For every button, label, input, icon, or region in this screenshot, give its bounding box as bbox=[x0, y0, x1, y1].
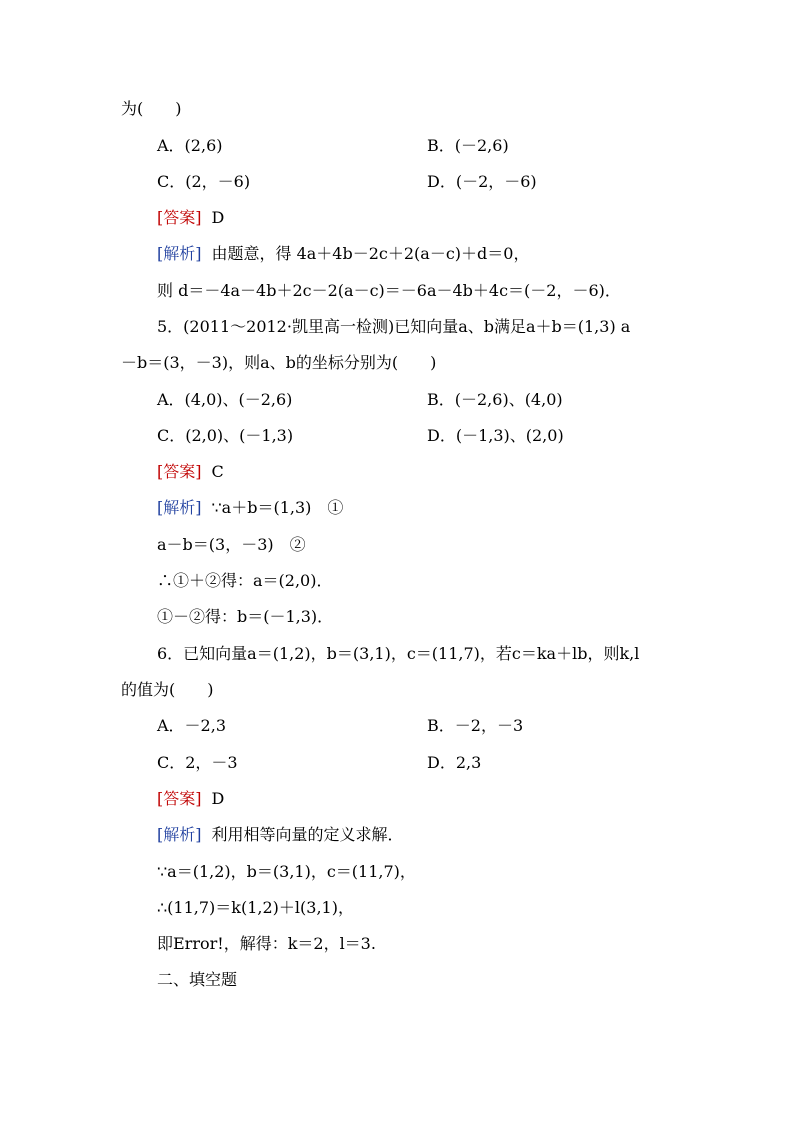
q5-option-b: B．(－2,6)、(4,0) bbox=[427, 390, 563, 409]
answer-tag: [答案] bbox=[157, 208, 202, 227]
q6-option-d: D．2,3 bbox=[427, 753, 482, 772]
q6-option-c: C．2，－3 bbox=[157, 753, 238, 772]
q4-explanation-1 bbox=[157, 244, 529, 264]
section-heading: 二、填空题 bbox=[157, 970, 238, 989]
q4-explanation-2: 则 d＝－4a－4b＋2c－2(a－c)＝－6a－4b＋4c＝(－2，－6)． bbox=[157, 281, 621, 300]
q4-option-d: D．(－2，－6) bbox=[427, 172, 537, 191]
answer-value: C bbox=[211, 462, 224, 481]
q6-answer bbox=[157, 789, 224, 809]
answer-value: D bbox=[211, 208, 225, 227]
q5-stem-2: －b＝(3，－3)，则a、b的坐标分别为( ) bbox=[121, 353, 437, 372]
q6-explanation-2: ∵a＝(1,2)，b＝(3,1)，c＝(11,7)， bbox=[157, 862, 416, 881]
q5-explanation-2: a－b＝(3，－3) ② bbox=[157, 535, 306, 554]
q6-option-a: A．－2,3 bbox=[157, 716, 227, 735]
answer-value: D bbox=[211, 789, 225, 808]
q5-option-a: A．(4,0)、(－2,6) bbox=[157, 390, 293, 409]
q6-stem-2: 的值为( ) bbox=[121, 680, 214, 699]
q5-option-d: D．(－1,3)、(2,0) bbox=[427, 426, 564, 445]
q5-explanation-4: ①－②得：b＝(－1,3)． bbox=[157, 607, 334, 626]
q6-stem-1: 6．已知向量a＝(1,2)，b＝(3,1)，c＝(11,7)，若c＝ka＋lb，则k,l bbox=[157, 644, 640, 663]
q6-option-b: B．－2，－3 bbox=[427, 716, 524, 735]
q4-option-b: B．(－2,6) bbox=[427, 136, 509, 155]
q6-explanation-3: ∴(11,7)＝k(1,2)＋l(3,1)， bbox=[157, 898, 354, 917]
q4-option-a: A．(2,6) bbox=[157, 136, 223, 155]
q4-option-c: C．(2，－6) bbox=[157, 172, 251, 191]
q6-explanation-1 bbox=[157, 825, 404, 845]
q5-answer bbox=[157, 462, 224, 482]
q5-stem-1: 5．(2011～2012·凯里高一检测)已知向量a、b满足a＋b＝(1,3) a bbox=[157, 317, 631, 336]
answer-tag: [答案] bbox=[157, 789, 202, 808]
question-4-stem-end: 为( ) bbox=[121, 99, 182, 118]
explanation-text: ∵a＋b＝(1,3) ① bbox=[211, 498, 344, 517]
q5-explanation-1 bbox=[157, 498, 343, 518]
answer-tag: [答案] bbox=[157, 462, 202, 481]
explanation-tag: [解析] bbox=[157, 244, 202, 263]
explanation-text: 利用相等向量的定义求解． bbox=[211, 825, 404, 844]
q6-explanation-4: 即Error!，解得：k＝2，l＝3. bbox=[157, 934, 376, 953]
explanation-tag: [解析] bbox=[157, 498, 202, 517]
q5-explanation-3: ∴①＋②得：a＝(2,0)． bbox=[157, 571, 333, 590]
explanation-text: 由题意，得 4a＋4b－2c＋2(a－c)＋d＝0， bbox=[211, 244, 530, 263]
q5-option-c: C．(2,0)、(－1,3) bbox=[157, 426, 294, 445]
explanation-tag: [解析] bbox=[157, 825, 202, 844]
q4-answer bbox=[157, 208, 224, 228]
